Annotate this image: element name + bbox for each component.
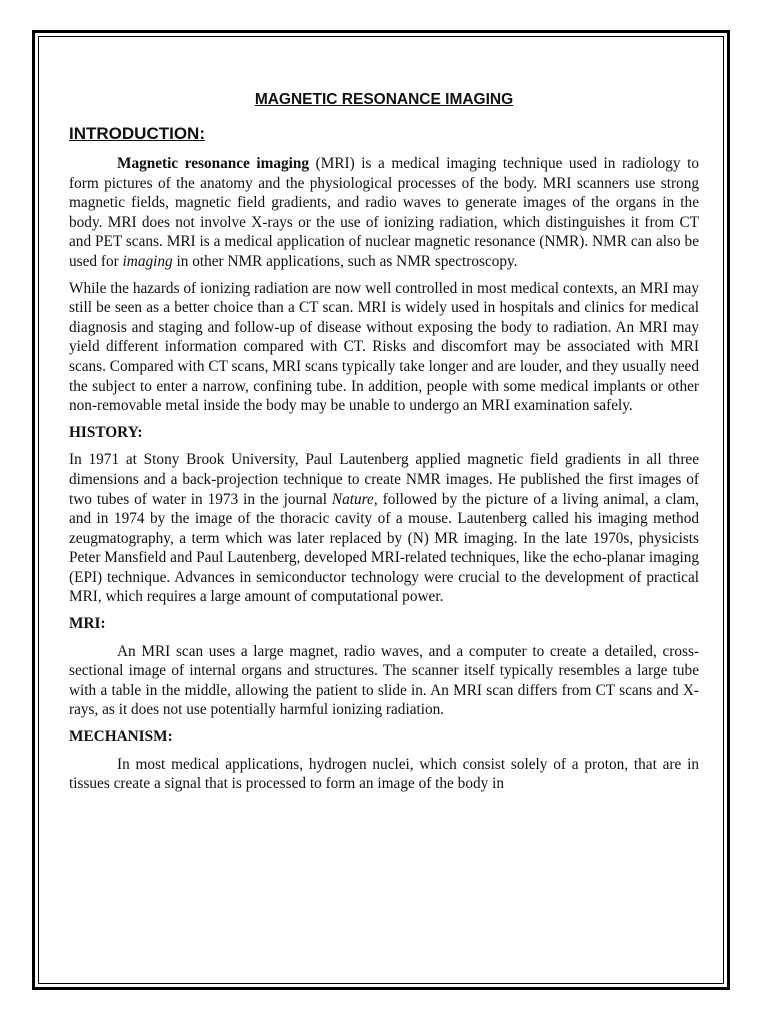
introduction-paragraph-2: While the hazards of ionizing radiation are now well controlled in most medical contexts, an MRI may still be seen as a better choice than a CT scan. MRI is widely used in hospitals and clinics for medical diagnosis and staging and follow-up of disease without exposing the body to radiation. An MRI may yield different information compared with CT. Risks and discomfort may be associated with MRI scans. Compared with CT scans, MRI scans typically take longer and are louder, and they usually need the subject to enter a narrow, confining tube. In addition, people with some medical implants or other non-removable metal inside the body may be unable to undergo an MRI examination safely. (69, 279, 699, 415)
history-text-b: , followed by the picture of a living animal, a clam, and in 1974 by the image of the thoracic cavity of a mouse. Lautenberg called his imaging method zeugmatography, a term which was later replaced by (N) MR imaging. In the late 1970s, physicists Peter Mansfield and Paul Lautenberg, developed MRI-related techniques, like the echo-planar imaging (EPI) technique. Advances in semiconductor technology were crucial to the development of practical MRI, which requires a large amount of computational power. (69, 490, 699, 606)
abbreviation: (MRI) (315, 155, 355, 172)
mri-paragraph: An MRI scan uses a large magnet, radio waves, and a computer to create a detailed, cross-sectional image of internal organs and structures. The scanner itself typically resembles a large tube with a table in the middle, allowing the patient to slide in. An MRI scan differs from CT scans and X-rays, as it does not use potentially harmful ionizing radiation. (69, 642, 699, 719)
document-body (69, 90, 699, 801)
italic-nature: Nature (331, 490, 374, 508)
intro-p1-text-a: is a medical imaging technique used in radiology to form pictures of the anatomy and the physiological processes of the body. MRI scanners use strong magnetic fields, magnetic field gradients, and radio waves to generate images of the organs in the body. MRI does not involve X-rays or the use of ionizing radiation, which distinguishes it from CT and PET scans. MRI is a medical application of nuclear magnetic resonance (NMR). NMR can also be used for (69, 155, 699, 270)
history-heading: HISTORY: (69, 423, 143, 441)
intro-p1-text-b: in other NMR applications, such as NMR spectroscopy. (172, 252, 518, 270)
history-paragraph (69, 450, 699, 607)
introduction-paragraph-1 (69, 154, 699, 272)
document-title: MAGNETIC RESONANCE IMAGING (254, 91, 514, 108)
history-text-a: In 1971 at Stony Brook University, Paul Lautenberg applied magnetic field gradients in all three dimensions and a back-projection technique to create NMR images. He published the first images of two tubes of water in 1973 in the journal (69, 451, 699, 508)
mri-heading: MRI: (69, 615, 106, 633)
italic-imaging: imaging (122, 252, 173, 270)
mechanism-paragraph: In most medical applications, hydrogen nuclei, which consist solely of a proton, that are in tissues create a signal that is processed to form an image of the body in (69, 755, 699, 793)
introduction-heading: INTRODUCTION: (69, 124, 205, 143)
bold-term: Magnetic resonance imaging (117, 155, 310, 172)
mechanism-heading: MECHANISM: (69, 728, 173, 746)
